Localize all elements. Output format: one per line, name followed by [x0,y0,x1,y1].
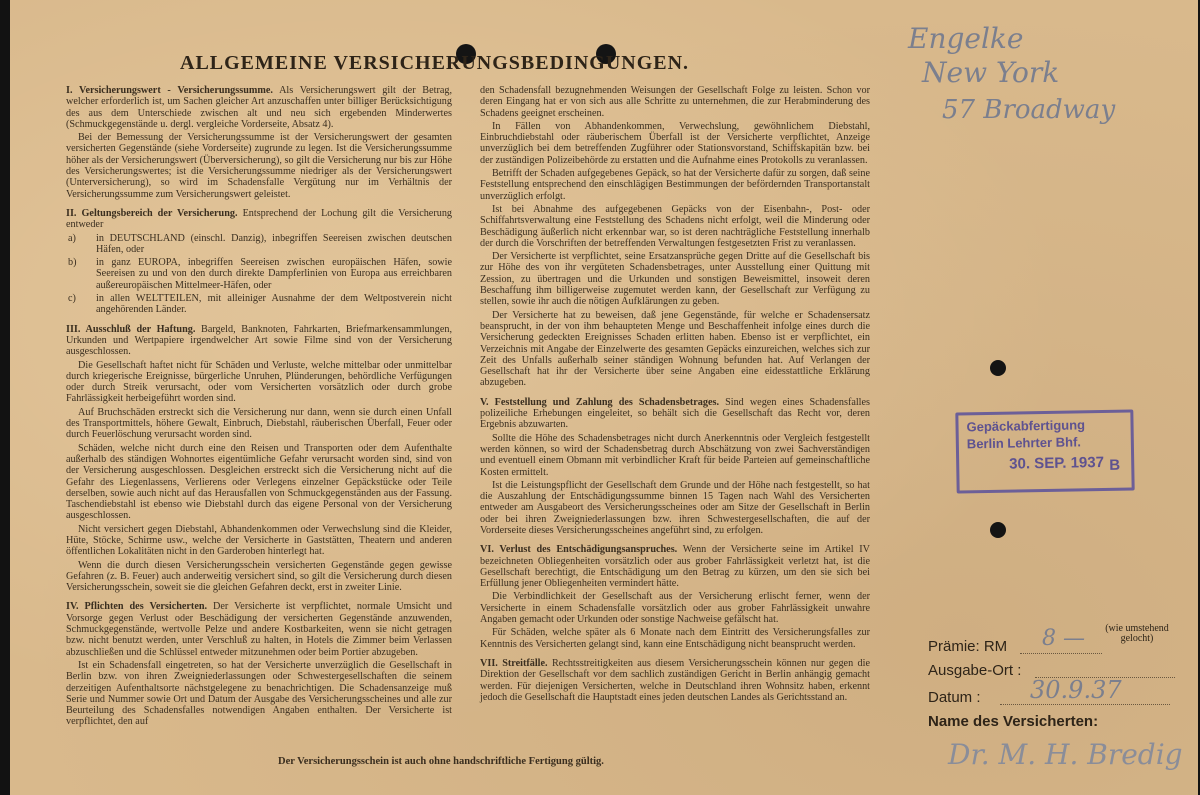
handwritten-date: 30.9.37 [1030,676,1122,704]
date-line [1000,704,1170,705]
terms-column-right [480,85,870,705]
section-1-heading: I. Versicherungswert - Versicherungssumme. [66,85,273,96]
section-4-paragraph-2: Ist ein Schadensfall eingetreten, so hat der Versicherte unverzüglich die Gesellschaft in Berlin bzw. von ihren Zweigniederlassungen oder Schwestergesellschaften die seinem derzeitigen Aufenthaltsorte nächstgelegene zu benachrichtigen. Die Schadensanzeige muß Serie und Nummer sowie Ort und Datum der Ausgabe des Versicherungsscheines und alle zur Beurteilung des Schadensfalles notwendigen Angaben enthalten. Der Versicherte ist verpflichtet, den auf [66,659,452,728]
terms-column-left [66,85,452,730]
document-footer: Der Versicherungsschein ist auch ohne handschriftliche Fertigung gültig. [278,756,604,767]
list-mark-b: b) [68,257,77,269]
section-6-heading: VI. Verlust des Entschädigungsanspruches. [480,544,678,556]
section-4-continued-1: den Schadensfall bezugnehmenden Weisungen der Gesellschaft Folge zu leisten. Schon vor deren Eingang hat er von sich aus alle Schritte zu unternehmen, die zur Herabminderung des Schadens geeignet erscheinen. [480,85,870,119]
document-paper [10,0,1198,795]
punch-hole-right-upper [990,360,1006,376]
list-mark-a: a) [68,232,76,244]
handwritten-name: Engelke [908,22,1024,55]
section-1-paragraph-2: Bei der Bemessung der Versicherungssumme ist der Versicherungswert der gesamten versicherten Gegenstände (siehe Vorderseite) zugrunde zu legen. Ist die Versicherungssumme höher als der Versicherungswert (Überversicherung), so gilt die Versicherung nur bis zur Höhe des Versicherungswertes; ist die Versicherungssumme niedriger als der Versicherungswert (Unterversicherung), so wird im Schadensfalle Vergütung nur im Verhältnis der Versicherungssumme zum Versicherungswert geleistet. [66,132,452,200]
section-5-paragraph-2: Sollte die Höhe des Schadensbetrages nicht durch Anerkenntnis oder Vergleich festgestellt werden können, so wird der Schadensbetrag durch Abschätzung von zwei Sachverständigen und eventuell einem Obmann mit verbindlicher Kraft für beide Parteien auf gemeinschaftliche Kosten ermittelt. [480,432,870,478]
premium-amount: 8 — [1042,626,1085,651]
section-4-continued-6: Der Versicherte hat zu beweisen, daß jene Gegenstände, für welche er Schadensersatz beansprucht, in der von ihm behaupteten Menge und Beschaffenheit infolge eines durch die Versicherung gedeckten Ereignisses Schaden erlitten haben. Ebenso ist er verpflichtet, ein Verzeichnis mit Angabe der Einzelwerte des gesamten Gepäcks einzureichen, welches sich zur Zeit des Unfalls außerhalb seiner ständigen Wohnung befunden hat. Auf Verlangen der Gesellschaft hat ihr der Versicherte über seine Angaben eine eidesstattliche Erklärung abzugeben. [480,309,870,389]
section-2-heading: II. Geltungsbereich der Versicherung. [66,207,238,219]
section-7-heading: VII. Streitfälle. [480,657,548,669]
section-4-text: Der Versicherte ist verpflichtet, normale Umsicht und Vorsorge gegen Verlust oder Beschädigung der versicherten Gegenstände anzuwenden, Schmuckgegenstände, wertvolle Pelze und andere Kostbarkeiten, wenn sie nicht getragen bzw. nicht benutzt werden, unter Verschluß zu halten, in Hotels die Zimmer beim Verlassen abzuschließen und die Schlüssel entweder mitzunehmen oder beim Portier abzugeben. [66,601,452,658]
date-label: Datum : [928,689,981,706]
section-3-paragraph-6: Wenn die durch diesen Versicherungsschein versicherten Gegenstände gegen gewisse Gefahren (z. B. Feuer) auch anderweitig versichert sind, so gilt die Versicherung durch diesen Versicherungsschein, soweit sie die gleichen Gefahren deckt, erst in zweiter Linie. [66,559,452,594]
stamp-date: 30. SEP. 1937 [1009,453,1105,473]
section-6-paragraph-3: Für Schäden, welche später als 6 Monate nach dem Eintritt des Versicherungsfalles zur Kenntnis des Versicherten gelangt sind, kann eine Entschädigung nicht beansprucht werden. [480,627,870,650]
punch-hole-right-lower [990,522,1006,538]
document-title: ALLGEMEINE VERSICHERUNGSBEDINGUNGEN. [180,52,690,74]
section-2-option-b: in ganz EUROPA, inbegriffen Seereisen zwischen europäischen Häfen, sowie Seereisen zu und von den durch direkte Dampferlinien von Europa aus erreichbaren außereuropäischen Mittelmeer-Häfen, oder [96,257,452,291]
section-3-text: Bargeld, Banknoten, Fahrkarten, Briefmarkensammlungen, Urkunden und Wertpapiere irgendwelcher Art sowie Filme sind von der Versicherung ausgeschlossen. [66,323,452,358]
section-7-text: Rechtsstreitigkeiten aus diesem Versicherungsschein können nur gegen die Direktion der Gesellschaft vor dem sachlich zuständigen Gericht in Berlin anhängig gemacht werden. Für diejenigen Versicherten, welche in Deutschland ihren Wohnsitz haben, erkennt jedoch die Gesellschaft die Hauptstadt eines jeden deutschen Landes als Gerichtsstand an. [480,657,871,703]
railway-baggage-stamp [955,409,1134,493]
premium-note: (wie umstehend gelocht) [1105,623,1169,644]
section-4-continued-5: Der Versicherte ist verpflichtet, seine Ersatzansprüche gegen Dritte auf die Gesellschaft bis zur Höhe des von ihr vergüteten Schadensbetrages, unter Ausstellung einer Quittung mit Zession, zu übertragen und die Urkunden und sonstigen Beweismittel, insoweit deren Beschaffung ihm billigerweise zugemutet werden kann, der Gesellschaft zur Verfügung zu stellen, sowie ihr auch die nötigen Aufklärungen zu geben. [480,251,870,308]
section-3-paragraph-5: Nicht versichert gegen Diebstahl, Abhandenkommen oder Verwechslung sind die Kleider, Hüte, Stöcke, Schirme usw., welche der Versicherte in Gaststätten, Theatern und anderen öffentlichen Lokalitäten nicht in den Garderoben hinterlegt hat. [66,523,452,558]
section-5-paragraph-3: Ist die Leistungspflicht der Gesellschaft dem Grunde und der Höhe nach festgestellt, so hat die Auszahlung der Entschädigungssumme binnen 15 Tagen nach Wahl des Versicherten entweder am Ausgabeort des Versicherungsscheines oder am Sitze der Gesellschaft in Berlin oder bei ihren Zweigniederlassungen bzw. ihren Schwestergesellschaften, die auf der Vorderseite dieses Versicherungsscheines angeführt sind, zu erfolgen. [480,479,870,536]
section-5-heading: V. Feststellung und Zahlung des Schadensbetrages. [480,396,720,408]
section-2-option-c: in allen WELTTEILEN, mit alleiniger Ausnahme der dem Weltpostverein nicht angehörenden Länder. [96,293,452,316]
section-3-paragraph-4: Schäden, welche nicht durch eine den Reisen und Transporten oder dem Aufenthalte außerhalb des ständigen Wohnortes eigentümliche Gefahr verursacht worden sind, sind von der Versicherung ausgeschlossen. Desgleichen erstreckt sich die Versicherung nicht auf die Gefahr des Liegenlassens, Verlierens oder Verlegens einzelner Gepäckstücke oder Teile derselben, sowie auch nicht auf das Herausfallen von Schmuckgegenständen aus der Fassung. Taschendiebstahl ist ebenso wie Diebstahl durch das eigene Personal von der Versicherung ausgeschlossen. [66,442,452,522]
section-2-text: Entsprechend der Lochung gilt die Versicherung entweder [66,207,453,231]
section-6-text: Wenn der Versicherte seine im Artikel IV bezeichneten Obliegenheiten vorsätzlich oder aus grober Fahrlässigkeit verletzt hat, ist die Gesellschaft berechtigt, die Entschädigung um den Betrag zu kürzen, um den sie sich bei Erfüllung jener Obliegenheiten vermindert hätte. [480,544,870,590]
section-3-paragraph-2: Die Gesellschaft haftet nicht für Schäden und Verluste, welche mittelbar oder unmittelbar durch kriegerische Ereignisse, bürgerliche Unruhen, Plünderungen, behördliche Verfügungen oder durch Streik verursacht, oder vom Versicherten vorsätzlich oder durch grobe Fahrlässigkeit herbeigeführt worden sind. [66,359,452,405]
premium-label: Prämie: RM [928,638,1008,655]
section-4-continued-3: Betrifft der Schaden aufgegebenes Gepäck, so hat der Versicherte dafür zu sorgen, daß seine Feststellung entsprechend den einschlägigen Bestimmungen der befördernden Transportanstalt unverzüglich erfolgt. [480,168,870,202]
stamp-station: Berlin Lehrter Bhf. [966,434,1082,452]
section-4-heading: IV. Pflichten des Versicherten. [66,601,208,613]
section-2-option-a: in DEUTSCHLAND (einschl. Danzig), inbegriffen Seereisen zwischen deutschen Häfen, oder [96,232,452,255]
stamp-mark: B [1109,456,1121,474]
section-5-text: Sind wegen eines Schadensfalles polizeiliche Erhebungen eingeleitet, so behält sich die Gesellschaft das Recht vor, deren Ergebnis abzuwarten. [480,396,871,431]
section-4-continued-4: Ist bei Abnahme des aufgegebenen Gepäcks von der Eisenbahn-, Post- oder Schiffahrtsverwaltung eine Feststellung des Schadens nicht erfolgt, weil die Minderung oder Beschädigung äußerlich nicht erkennbar war, so ist deren nachträgliche Feststellung innerhalb der durch die Vorschriften der betreffenden Verwaltungen festgesetzten Frist zu veranlassen. [480,203,870,249]
insured-name-label: Name des Versicherten: [928,713,1099,730]
handwritten-street: 57 Broadway [942,95,1116,125]
handwritten-signature: Dr. M. H. Bredig [948,738,1183,771]
section-3-heading: III. Ausschluß der Haftung. [66,323,196,335]
premium-line [1020,653,1102,654]
handwritten-city: New York [922,56,1060,89]
issue-place-label: Ausgabe-Ort : [928,662,1022,679]
section-3-paragraph-3: Auf Bruchschäden erstreckt sich die Versicherung nur dann, wenn sie durch einen Unfall des Transportmittels, höhere Gewalt, Einbruch, Diebstahl, räuberischen Überfall, Feuer oder durch Feuerlöschung verursacht worden sind. [66,406,452,441]
list-mark-c: c) [68,293,76,305]
section-1-text: Als Versicherungswert gilt der Betrag, welcher erforderlich ist, um Sachen gleicher Art anzuschaffen unter billiger Berücksichtigung des aus dem Unterschiede zwischen alt und neu sich ergebenden Minderwertes (Schmuckgegenstände u. dergl. vergleiche Vorderseite, Absatz 4). [66,85,452,130]
section-6-paragraph-2: Die Verbindlichkeit der Gesellschaft aus der Versicherung erlischt ferner, wenn der Versicherte in einem Schadensfalle vorsätzlich oder aus grober Fahrlässigkeit unwahre Angaben gemacht oder Urkunden oder sonstige Nachweise gefälscht hat. [480,591,870,626]
stamp-office: Gepäckabfertigung [966,417,1086,435]
section-4-continued-2: In Fällen von Abhandenkommen, Verwechslung, gewöhnlichem Diebstahl, Einbruchdiebstahl oder räuberischem Überfall ist der Versicherte verpflichtet, Anzeige unverzüglich bei dem betreffenden Zugführer oder Stationsvorstand, Schiffskapitän bzw. bei der zuständigen Polizeibehörde zu erstatten und die Aufnahme eines Protokolls zu veranlassen. [480,120,870,166]
